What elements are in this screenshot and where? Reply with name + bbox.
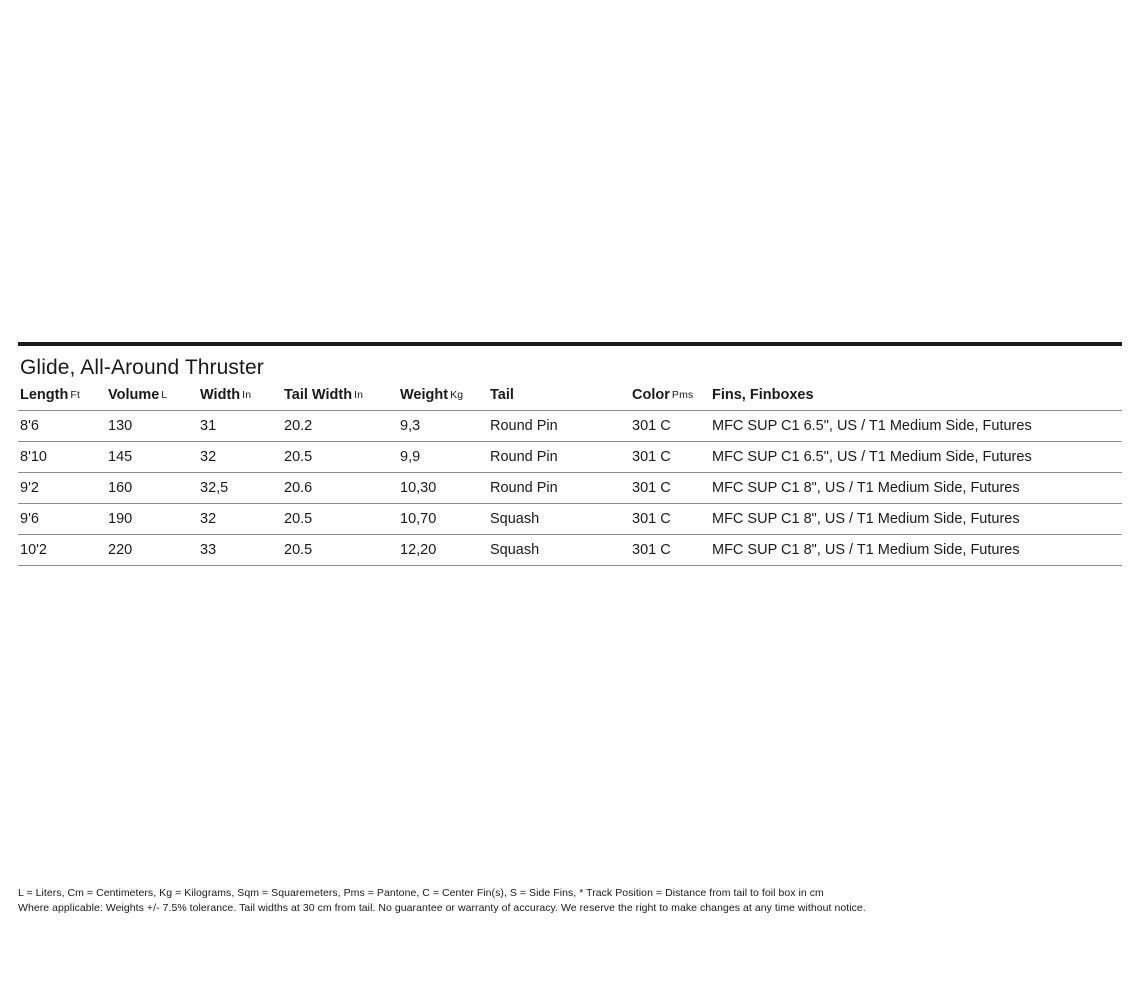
column-header-fins (710, 387, 1122, 411)
cell-fins: MFC SUP C1 6.5", US / T1 Medium Side, Futures (710, 442, 1122, 473)
spec-table (18, 387, 1122, 566)
cell-weight: 10,70 (398, 504, 488, 535)
table-header-row (18, 387, 1122, 411)
cell-width: 32 (198, 504, 282, 535)
cell-fins: MFC SUP C1 8", US / T1 Medium Side, Futures (710, 473, 1122, 504)
cell-volume: 130 (106, 411, 198, 442)
footnote-legend: L = Liters, Cm = Centimeters, Kg = Kilograms, Sqm = Squaremeters, Pms = Pantone, C = Center Fin(s), S = Side Fins, * Track Position = Distance from tail to foil box in cm (18, 887, 824, 899)
cell-volume: 190 (106, 504, 198, 535)
cell-volume: 220 (106, 535, 198, 566)
page-title: Glide, All-Around Thruster (20, 356, 264, 379)
cell-weight: 9,3 (398, 411, 488, 442)
cell-weight: 10,30 (398, 473, 488, 504)
cell-tail-width: 20.6 (282, 473, 398, 504)
cell-color: 301 C (630, 504, 710, 535)
cell-volume: 145 (106, 442, 198, 473)
column-header-width-unit: In (242, 389, 252, 401)
column-header-weight (398, 387, 488, 411)
cell-length: 8'6 (18, 411, 106, 442)
cell-width: 32,5 (198, 473, 282, 504)
cell-width: 32 (198, 442, 282, 473)
column-header-volume-unit: L (161, 389, 168, 401)
column-header-tail-label: Tail (490, 387, 514, 403)
cell-volume: 160 (106, 473, 198, 504)
column-header-fins-unit (814, 389, 816, 401)
column-header-tail-width (282, 387, 398, 411)
column-header-weight-unit: Kg (450, 389, 464, 401)
cell-color: 301 C (630, 473, 710, 504)
column-header-color-unit: Pms (671, 389, 694, 401)
column-header-length-unit: Ft (70, 389, 81, 401)
cell-tail-width: 20.2 (282, 411, 398, 442)
cell-width: 33 (198, 535, 282, 566)
column-header-tail-unit (514, 389, 516, 401)
cell-tail: Round Pin (488, 442, 630, 473)
spec-table-block (18, 342, 1122, 566)
table-row (18, 473, 1122, 504)
cell-tail: Squash (488, 504, 630, 535)
cell-tail-width: 20.5 (282, 504, 398, 535)
cell-tail: Round Pin (488, 411, 630, 442)
cell-length: 9'2 (18, 473, 106, 504)
column-header-color-label: Color (632, 387, 670, 403)
column-header-weight-label: Weight (400, 387, 449, 403)
column-header-width (198, 387, 282, 411)
column-header-tail-width-unit: In (354, 389, 364, 401)
table-row (18, 442, 1122, 473)
cell-weight: 9,9 (398, 442, 488, 473)
cell-color: 301 C (630, 442, 710, 473)
cell-length: 10'2 (18, 535, 106, 566)
column-header-width-label: Width (200, 387, 241, 403)
table-top-rule (18, 342, 1122, 346)
table-row (18, 411, 1122, 442)
table-row (18, 535, 1122, 566)
cell-fins: MFC SUP C1 8", US / T1 Medium Side, Futures (710, 504, 1122, 535)
cell-length: 9'6 (18, 504, 106, 535)
cell-weight: 12,20 (398, 535, 488, 566)
table-row (18, 504, 1122, 535)
column-header-volume (106, 387, 198, 411)
cell-width: 31 (198, 411, 282, 442)
footnotes (18, 886, 1018, 916)
column-header-tail (488, 387, 630, 411)
column-header-color (630, 387, 710, 411)
cell-tail: Round Pin (488, 473, 630, 504)
footnote-disclaimer: Where applicable: Weights +/- 7.5% tolerance. Tail widths at 30 cm from tail. No guarantee or warranty of accuracy. We reserve the right to make changes at any time without notice. (18, 902, 866, 914)
cell-color: 301 C (630, 411, 710, 442)
column-header-length (18, 387, 106, 411)
cell-tail-width: 20.5 (282, 442, 398, 473)
cell-fins: MFC SUP C1 8", US / T1 Medium Side, Futures (710, 535, 1122, 566)
cell-tail-width: 20.5 (282, 535, 398, 566)
column-header-tail-width-label: Tail Width (284, 387, 353, 403)
column-header-length-label: Length (20, 387, 69, 403)
cell-length: 8'10 (18, 442, 106, 473)
column-header-fins-label: Fins, Finboxes (712, 387, 814, 403)
cell-fins: MFC SUP C1 6.5", US / T1 Medium Side, Futures (710, 411, 1122, 442)
cell-color: 301 C (630, 535, 710, 566)
cell-tail: Squash (488, 535, 630, 566)
column-header-volume-label: Volume (108, 387, 160, 403)
